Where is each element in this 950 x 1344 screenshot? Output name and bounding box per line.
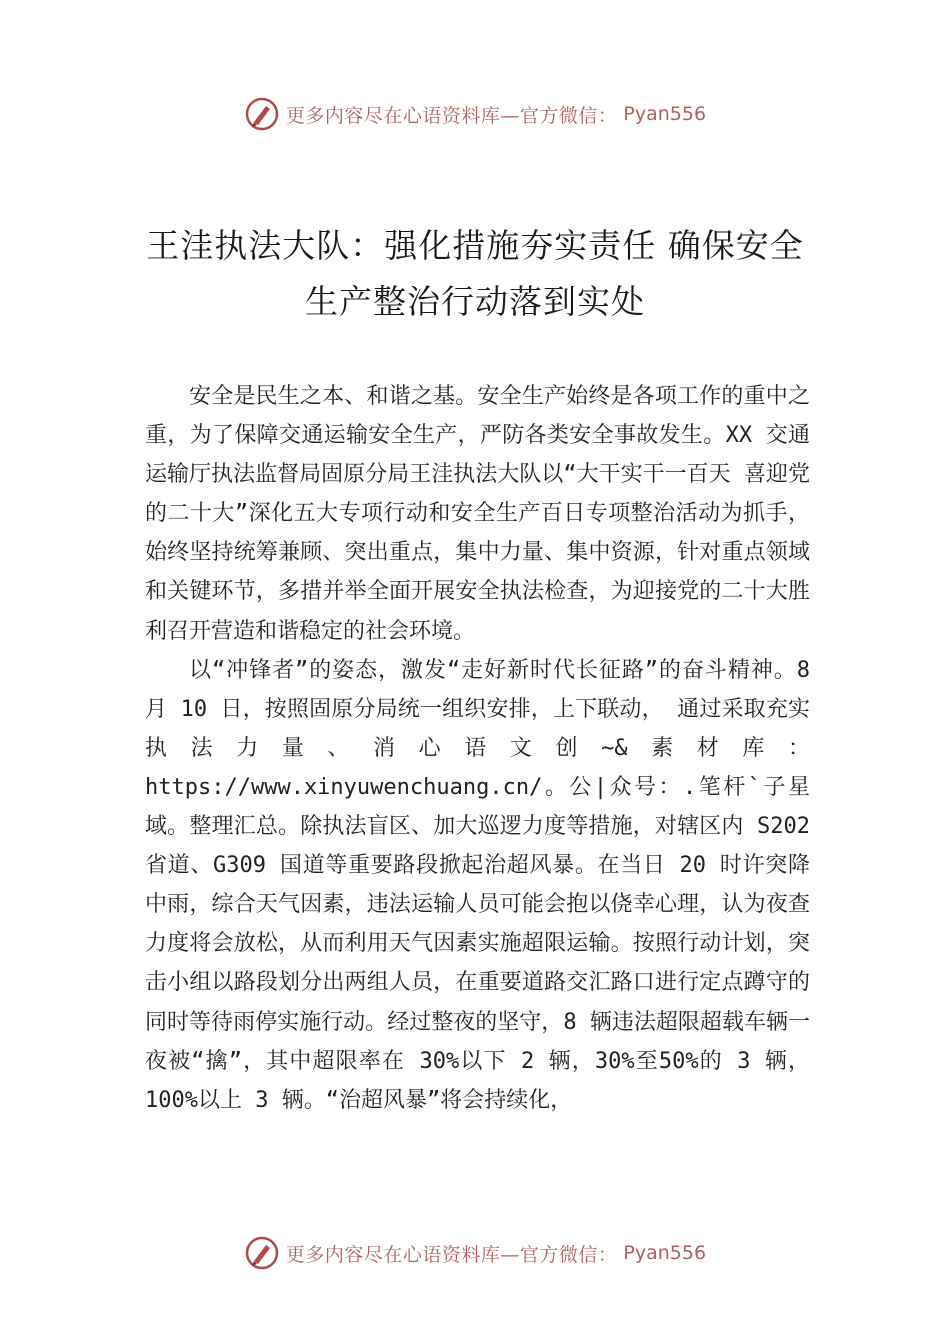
- footer-banner: [0, 1233, 950, 1273]
- footer-banner-text: 更多内容尽在心语资料库—官方微信：: [285, 1243, 618, 1266]
- paragraph-1: 安全是民生之本、和谐之基。安全生产始终是各项工作的重中之重，为了保障交通运输安全生产，严防各类安全事故发生。XX 交通运输厅执法监督局固原分局王洼执法大队以“大干实干一百天 喜迎党的二十大”深化五大专项行动和安全生产百日专项整治活动为抓手，始终坚持统筹兼顾、突出重点，集中力量、集中资源，针对重点领域和关键环节，多措并举全面开展安全执法检查，为迎接党的二十大胜利召开营造和谐稳定的社会环境。: [145, 384, 810, 644]
- pen-logo-icon: [244, 96, 280, 132]
- paragraph-2: 以“冲锋者”的姿态，激发“走好新时代长征路”的奋斗精神。8 月 10 日，按照固原分局统一组织安排，上下联动， 通过采取充实执法力量、消心语文创~&素材库：https://www.xinyuwenchuang.cn/。公|众号：.笔杆`子星域。整理汇总。除执法盲区、加大巡逻力度等措施，对辖区内 S202 省道、G309 国道等重要路段掀起治超风暴。在当日 20 时许突降中雨，综合天气因素，违法运输人员可能会抱以侥幸心理，认为夜查力度将会放松，从而利用天气因素实施超限运输。按照行动计划，突击小组以路段划分出两组人员，在重要道路交汇路口进行定点蹲守的同时等待雨停实施行动。经过整夜的坚守，8 辆违法超限超载车辆一夜被“擒”，其中超限率在 30%以下 2 辆，30%至50%的 3 辆， 100%以上 3 辆。“治超风暴”将会持续化，: [145, 657, 810, 1113]
- footer-wechat-id: Pyan556: [623, 1242, 707, 1264]
- document-body: [145, 377, 810, 1120]
- header-wechat-id: Pyan556: [623, 103, 707, 125]
- document-title: 王洼执法大队：强化措施夯实责任 确保安全生产整治行动落到实处: [146, 226, 804, 321]
- pen-logo-icon: [244, 1235, 280, 1271]
- header-banner-text: 更多内容尽在心语资料库—官方微信：: [285, 104, 618, 127]
- header-banner: [0, 94, 950, 134]
